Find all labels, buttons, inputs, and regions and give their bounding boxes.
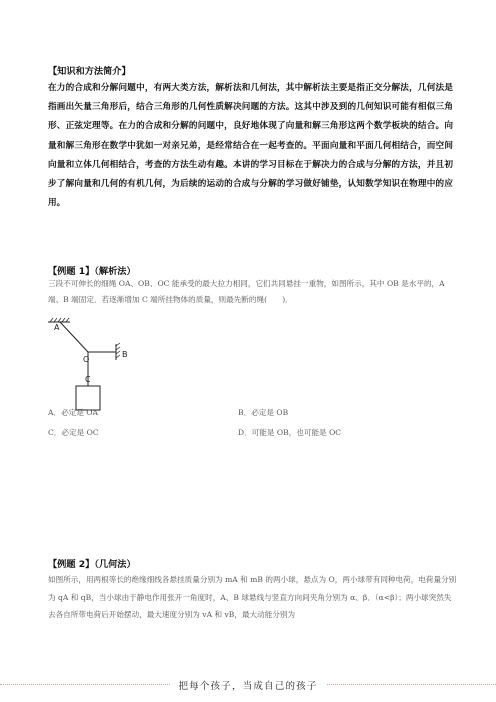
option-d: D．可能是 OB，也可能是 OC bbox=[238, 428, 342, 437]
example2-heading: 【例题 2】（几何法） bbox=[48, 559, 136, 570]
footer-slogan bbox=[0, 678, 496, 692]
label-a: A bbox=[54, 323, 60, 332]
option-a: A．必定是 OA bbox=[48, 408, 98, 417]
intro-paragraph: 在力的合成和分解问题中，有两大类方法，解析法和几何法，其中解析法主要是指正交分解法，几何法是指画出矢量三角形后，结合三角形的几何性质解决问题的方法。这其中涉及到的几何知识可能有相似三角形、正弦定理等。在力的合成和分解的问题中，良好地体现了向量和解三角形这两个数学板块的结合。向量和解三角形在数学中犹如一对亲兄弟，是经常结合在一起考查的。平面向量和平面几何相结合，而空间向量和立体几何相结合，考查的方法生动有趣。本讲的学习目标在于解决力的合成与分解的方法，并且初步了解向量和几何的有机几何，为后续的运动的合成与分解的学习做好铺垫，认知数学知识在物理中的应用。 bbox=[48, 83, 453, 209]
wall-hatch bbox=[116, 343, 120, 358]
label-c: C bbox=[85, 375, 91, 384]
ceiling-hatch bbox=[50, 318, 69, 322]
footer-slogan-text: 把每个孩子，当成自己的孩子 bbox=[170, 681, 325, 692]
rope-oa bbox=[60, 322, 88, 352]
option-c: C．必定是 OC bbox=[48, 428, 99, 437]
example2-question: 如图所示，用两根等长的绝缘细线各悬挂质量分别为 mA 和 mB 的两小球，悬点为 O，两小球带有同种电荷，电荷量分别为 qA 和 qB，当小球由于静电作用张开一角度时，A、B 球悬线与竖直方向间夹角分别为 α、β．（α<β）；两小球突然失去各自所带电荷后开始摆动，最大速度分别为 vA 和 vB，最大动能分别为 bbox=[48, 575, 457, 619]
label-o: O bbox=[83, 355, 90, 364]
option-b: B．必定是 OB bbox=[238, 408, 289, 417]
intro-heading: 【知识和方法简介】 bbox=[48, 66, 131, 77]
example1-question: 三段不可伸长的细绳 OA、OB、OC 能承受的最大拉力相同，它们共同悬挂一重物，如图所示，其中 OB 是水平的，A 端、B 端固定．若逐渐增加 C 端所挂物体的质量，则最先断的绳( )． bbox=[48, 279, 445, 305]
label-b: B bbox=[122, 350, 128, 359]
example1-figure bbox=[48, 316, 138, 416]
example1-heading: 【例题 1】（解析法） bbox=[48, 266, 136, 277]
